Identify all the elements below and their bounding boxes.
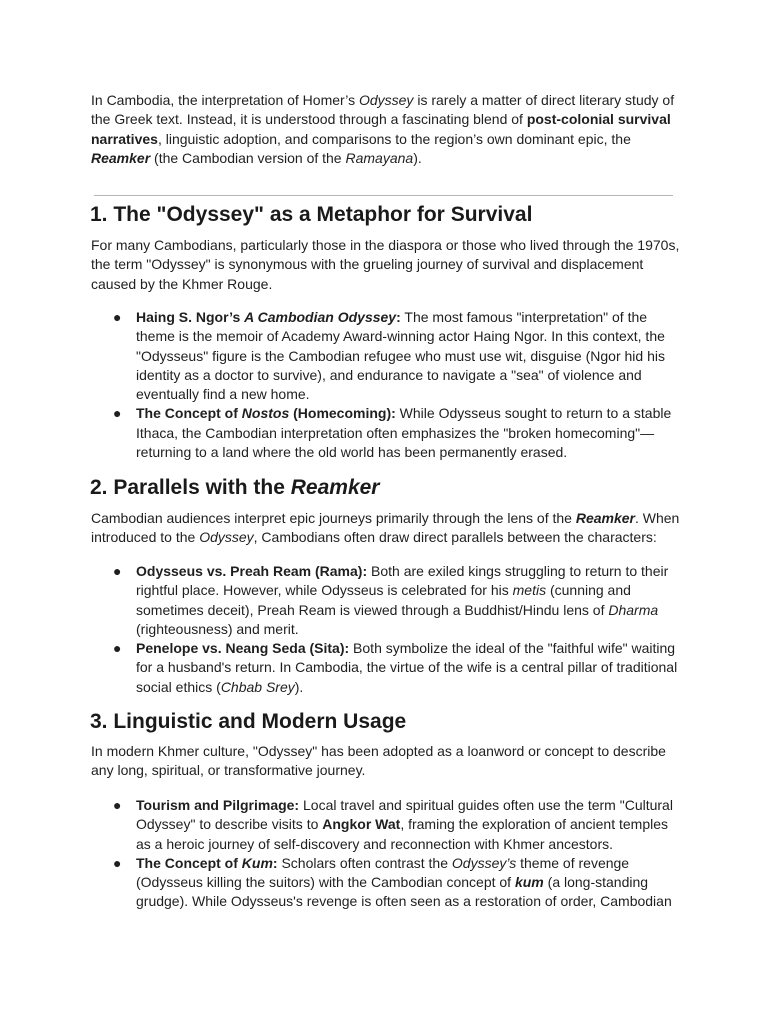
item-bold: Tourism and Pilgrimage: (136, 797, 300, 813)
section1-paragraph: For many Cambodians, particularly those in the diaspora or those who lived through the 1970s, the term "Odyssey" is synonymous with the grueling journey of survival and displacement caused by the Khmer Rouge. (91, 237, 680, 292)
intro-bold-narratives: post-colonial survival narratives (91, 111, 671, 147)
item-text: ). (294, 678, 304, 695)
para-text: Cambodian audiences interpret epic journeys primarily through the lens of the (91, 510, 576, 526)
item-text: The most famous "interpretation" of the theme is the memoir of Academy Award-winning actor Haing Ngor. In this context, the "Odysseus" figure is the Cambodian refugee who must use wit, disguise (Ngor hid his identity as a doctor to survive), and endurance to navigate a "sea" of violence and eventually find a new home. (136, 309, 665, 403)
para-bold-italic: Reamker (575, 510, 635, 526)
heading-text: 2. Parallels with the (90, 476, 291, 499)
section3-list (91, 796, 681, 912)
bullet-icon: ● (113, 309, 122, 325)
item-text: Scholars often contrast the (277, 854, 452, 871)
item-italic: metis (512, 582, 547, 599)
heading-italic: Reamker (290, 476, 380, 499)
para-text: . When introduced to the (91, 510, 680, 546)
intro-paragraph (91, 91, 681, 168)
item-bold-italic: Nostos (241, 405, 290, 422)
section1-list (91, 308, 681, 462)
section2-list (91, 562, 681, 697)
list-item (91, 796, 681, 854)
item-text: (a long-standing grudge). While Odysseus's revenge is often seen as a restoration of order, Cambodian (136, 874, 672, 910)
para-text: , Cambodians often draw direct parallels between the characters: (253, 529, 657, 546)
item-text: Local travel and spiritual guides often use the term "Cultural Odyssey" to describe visits to (136, 797, 673, 833)
item-italic: Dharma (608, 601, 659, 618)
intro-text: In Cambodia, the interpretation of Homer’s (91, 92, 359, 108)
section1-heading: 1. The "Odyssey" as a Metaphor for Survival (90, 203, 533, 226)
item-text: (righteousness) and merit. (136, 620, 299, 637)
item-bold: Haing S. Ngor’s (136, 309, 245, 325)
para-italic: Odyssey (199, 529, 254, 546)
intro-text: (the Cambodian version of the (150, 149, 346, 166)
item-text: While Odysseus sought to return to a stable Ithaca, the Cambodian interpretation often emphasizes the "broken homecoming"—returning to a land where the old world has been permanently erased. (136, 405, 672, 461)
bullet-icon: ● (113, 797, 122, 813)
intro-text: is rarely a matter of direct literary study of the Greek text. Instead, it is understood through a fascinating blend of (91, 92, 675, 128)
list-item (91, 562, 681, 639)
item-text: (cunning and sometimes deceit), Preah Ream is viewed through a Buddhist/Hindu lens of (136, 582, 631, 618)
intro-text: , linguistic adoption, and comparisons to the region’s own dominant epic, the (157, 130, 631, 147)
item-bold: The Concept of (136, 854, 242, 871)
item-bold: Angkor Wat (322, 816, 401, 833)
item-text: Both are exiled kings struggling to return to their rightful place. However, while Odysseus is celebrated for his (136, 563, 669, 599)
item-bold: : (272, 854, 278, 871)
item-text: theme of revenge (Odysseus killing the suitors) with the Cambodian concept of (136, 854, 630, 891)
item-bold: Penelope vs. Neang Seda (Sita): (136, 640, 350, 657)
intro-italic-odyssey: Odyssey (358, 92, 414, 108)
item-bold: Odysseus vs. Preah Ream (Rama): (136, 563, 368, 579)
list-item (91, 308, 681, 404)
intro-bold-reamker: Reamker (91, 149, 151, 166)
horizontal-divider (94, 195, 673, 196)
item-text: Both symbolize the ideal of the "faithful wife" waiting for a husband's return. In Cambodia, the virtue of the wife is a central pillar of traditional social ethics ( (136, 640, 678, 695)
item-italic: Chbab Srey (220, 678, 295, 695)
item-bold: The Concept of (136, 405, 242, 422)
section2-paragraph (91, 509, 681, 548)
item-bold: (Homecoming): (289, 405, 396, 422)
section3-heading: 3. Linguistic and Modern Usage (90, 710, 407, 733)
list-item (91, 854, 681, 912)
bullet-icon: ● (113, 405, 122, 422)
list-item (91, 404, 681, 462)
section3-paragraph: In modern Khmer culture, "Odyssey" has been adopted as a loanword or concept to describe any long, spiritual, or transformative journey. (91, 743, 666, 779)
item-bold-italic: kum (514, 874, 544, 891)
item-bold-italic: A Cambodian Odyssey (244, 309, 397, 325)
item-bold-italic: Kum (241, 854, 273, 871)
bullet-icon: ● (113, 640, 122, 657)
item-bold: : (396, 309, 401, 325)
section2-heading (90, 475, 379, 501)
intro-text: ). (413, 149, 422, 166)
item-italic: Odyssey’s (451, 854, 517, 871)
bullet-icon: ● (113, 854, 122, 871)
list-item (91, 639, 681, 697)
bullet-icon: ● (113, 563, 122, 579)
intro-italic-ramayana: Ramayana (345, 149, 414, 166)
item-text: , framing the exploration of ancient temples as a heroic journey of self-discovery and reconnection with Khmer ancestors. (136, 816, 669, 852)
